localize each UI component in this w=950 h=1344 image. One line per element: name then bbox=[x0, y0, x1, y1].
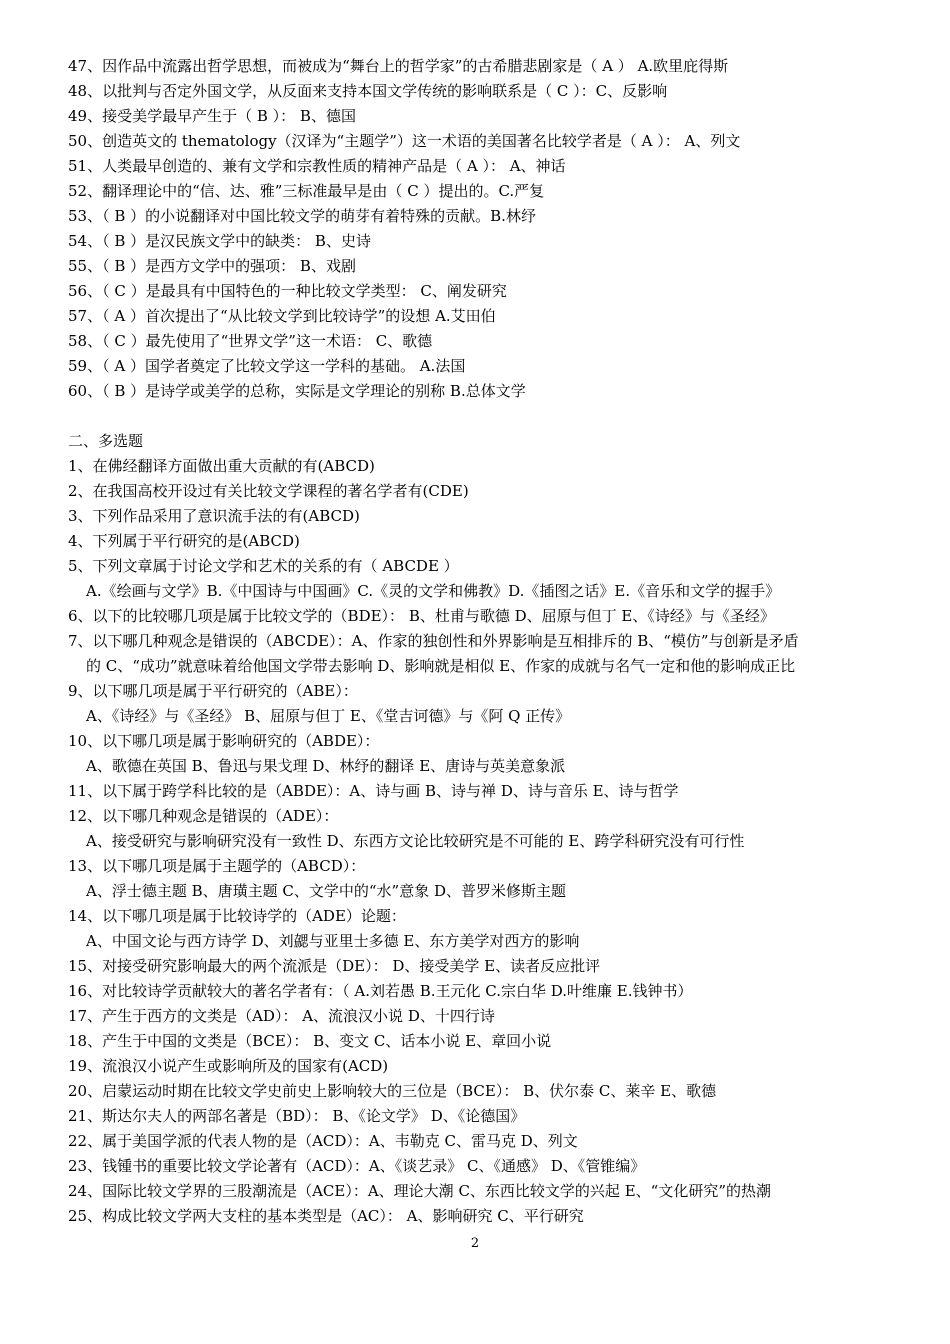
mc-item: 22、属于美国学派的代表人物的是（ACD）：A、韦勒克 C、雷马克 D、列文 bbox=[68, 1132, 578, 1150]
mc-item-options: A.《绘画与文学》B.《中国诗与中国画》C.《灵的文学和佛教》D.《插图之话》E.《音乐和文学的握手》 bbox=[86, 582, 781, 600]
mc-item: 2、在我国高校开设过有关比较文学课程的著名学者有(CDE) bbox=[68, 482, 469, 500]
mc-item: 19、流浪汉小说产生或影响所及的国家有(ACD) bbox=[68, 1057, 389, 1075]
question-59: 59、（ A ）国学者奠定了比较文学这一学科的基础。 A.法国 bbox=[68, 357, 466, 375]
question-49: 49、接受美学最早产生于（ B ）： B、德国 bbox=[68, 107, 356, 125]
mc-item: 25、构成比较文学两大支柱的基本类型是（AC）： A、影响研究 C、平行研究 bbox=[68, 1207, 584, 1225]
mc-item: 6、以下的比较哪几项是属于比较文学的（BDE）： B、杜甫与歌德 D、屈原与但丁 E、《诗经》与《圣经》 bbox=[68, 607, 775, 625]
question-55: 55、（ B ）是西方文学中的强项： B、戏剧 bbox=[68, 257, 356, 275]
mc-item: 4、下列属于平行研究的是(ABCD) bbox=[68, 532, 300, 550]
question-57: 57、（ A ）首次提出了“从比较文学到比较诗学”的设想 A.艾田伯 bbox=[68, 307, 496, 325]
section-title: 二、多选题 bbox=[68, 432, 144, 450]
mc-item: 1、在佛经翻译方面做出重大贡献的有(ABCD) bbox=[68, 457, 375, 475]
question-52: 52、翻译理论中的“信、达、雅”三标准最早是由（ C ）提出的。C.严复 bbox=[68, 182, 545, 200]
mc-item: 14、以下哪几项是属于比较诗学的（ADE）论题： bbox=[68, 907, 406, 925]
mc-item: 10、以下哪几项是属于影响研究的（ABDE）： bbox=[68, 732, 380, 750]
mc-item: 15、对接受研究影响最大的两个流派是（DE）： D、接受美学 E、读者反应批评 bbox=[68, 957, 601, 975]
question-47: 47、因作品中流露出哲学思想，而被成为“舞台上的哲学家”的古希腊悲剧家是（ A ） A.欧里庇得斯 bbox=[68, 57, 729, 75]
mc-item: 21、斯达尔夫人的两部名著是（BD）： B、《论文学》 D、《论德国》 bbox=[68, 1107, 526, 1125]
mc-item-options: A、《诗经》与《圣经》 B、屈原与但丁 E、《堂吉诃德》与《阿 Q 正传》 bbox=[86, 707, 571, 725]
mc-item: 5、下列文章属于讨论文学和艺术的关系的有（ ABCDE ） bbox=[68, 557, 459, 575]
question-56: 56、（ C ）是最具有中国特色的一种比较文学类型： C、阐发研究 bbox=[68, 282, 507, 300]
mc-item: 13、以下哪几项是属于主题学的（ABCD）： bbox=[68, 857, 366, 875]
mc-item: 12、以下哪几种观念是错误的（ADE）： bbox=[68, 807, 339, 825]
mc-item-continuation: 的 C、“成功”就意味着给他国文学带去影响 D、影响就是相似 E、作家的成就与名气一定和他的影响成正比 bbox=[86, 657, 796, 675]
mc-item-options: A、中国文论与西方诗学 D、刘勰与亚里士多德 E、东方美学对西方的影响 bbox=[86, 932, 580, 950]
mc-item: 23、钱锺书的重要比较文学论著有（ACD）：A、《谈艺录》 C、《通感》 D、《管锥编》 bbox=[68, 1157, 646, 1175]
mc-item-options: A、浮士德主题 B、唐璜主题 C、文学中的“水”意象 D、普罗米修斯主题 bbox=[86, 882, 567, 900]
mc-item: 9、以下哪几项是属于平行研究的（ABE）： bbox=[68, 682, 358, 700]
mc-item-options: A、接受研究与影响研究没有一致性 D、东西方文论比较研究是不可能的 E、跨学科研究没有可行性 bbox=[86, 832, 745, 850]
mc-item: 3、下列作品采用了意识流手法的有(ABCD) bbox=[68, 507, 360, 525]
question-60: 60、（ B ）是诗学或美学的总称，实际是文学理论的别称 B.总体文学 bbox=[68, 382, 526, 400]
page-number: 2 bbox=[470, 1236, 480, 1251]
question-48: 48、以批判与否定外国文学，从反面来支持本国文学传统的影响联系是（ C ）：C、反影响 bbox=[68, 82, 668, 100]
question-53: 53、（ B ）的小说翻译对中国比较文学的萌芽有着特殊的贡献。B.林纾 bbox=[68, 207, 536, 225]
question-51: 51、人类最早创造的、兼有文学和宗教性质的精神产品是（ A ）： A、神话 bbox=[68, 157, 566, 175]
mc-item: 7、以下哪几种观念是错误的（ABCDE）：A、作家的独创性和外界影响是互相排斥的 B、“模仿”与创新是矛盾 bbox=[68, 632, 799, 650]
mc-item-options: A、歌德在英国 B、鲁迅与果戈理 D、林纾的翻译 E、唐诗与英美意象派 bbox=[86, 757, 566, 775]
question-54: 54、（ B ）是汉民族文学中的缺类： B、史诗 bbox=[68, 232, 371, 250]
mc-item: 11、以下属于跨学科比较的是（ABDE）：A、诗与画 B、诗与禅 D、诗与音乐 E、诗与哲学 bbox=[68, 782, 679, 800]
question-58: 58、（ C ）最先使用了“世界文学”这一术语： C、歌德 bbox=[68, 332, 433, 350]
mc-item: 24、国际比较文学界的三股潮流是（ACE）：A、理论大潮 C、东西比较文学的兴起 E、“文化研究”的热潮 bbox=[68, 1182, 771, 1200]
question-50: 50、创造英文的 thematology（汉译为“主题学”）这一术语的美国著名比较学者是（ A ）： A、列文 bbox=[68, 132, 741, 150]
mc-item: 20、启蒙运动时期在比较文学史前史上影响较大的三位是（BCE）： B、伏尔泰 C、莱辛 E、歌德 bbox=[68, 1082, 717, 1100]
mc-item: 18、产生于中国的文类是（BCE）： B、变文 C、话本小说 E、章回小说 bbox=[68, 1032, 552, 1050]
mc-item: 17、产生于西方的文类是（AD）： A、流浪汉小说 D、十四行诗 bbox=[68, 1007, 495, 1025]
mc-item: 16、对比较诗学贡献较大的著名学者有：（ A.刘若愚 B.王元化 C.宗白华 D.叶维廉 E.钱钟书） bbox=[68, 982, 693, 1000]
